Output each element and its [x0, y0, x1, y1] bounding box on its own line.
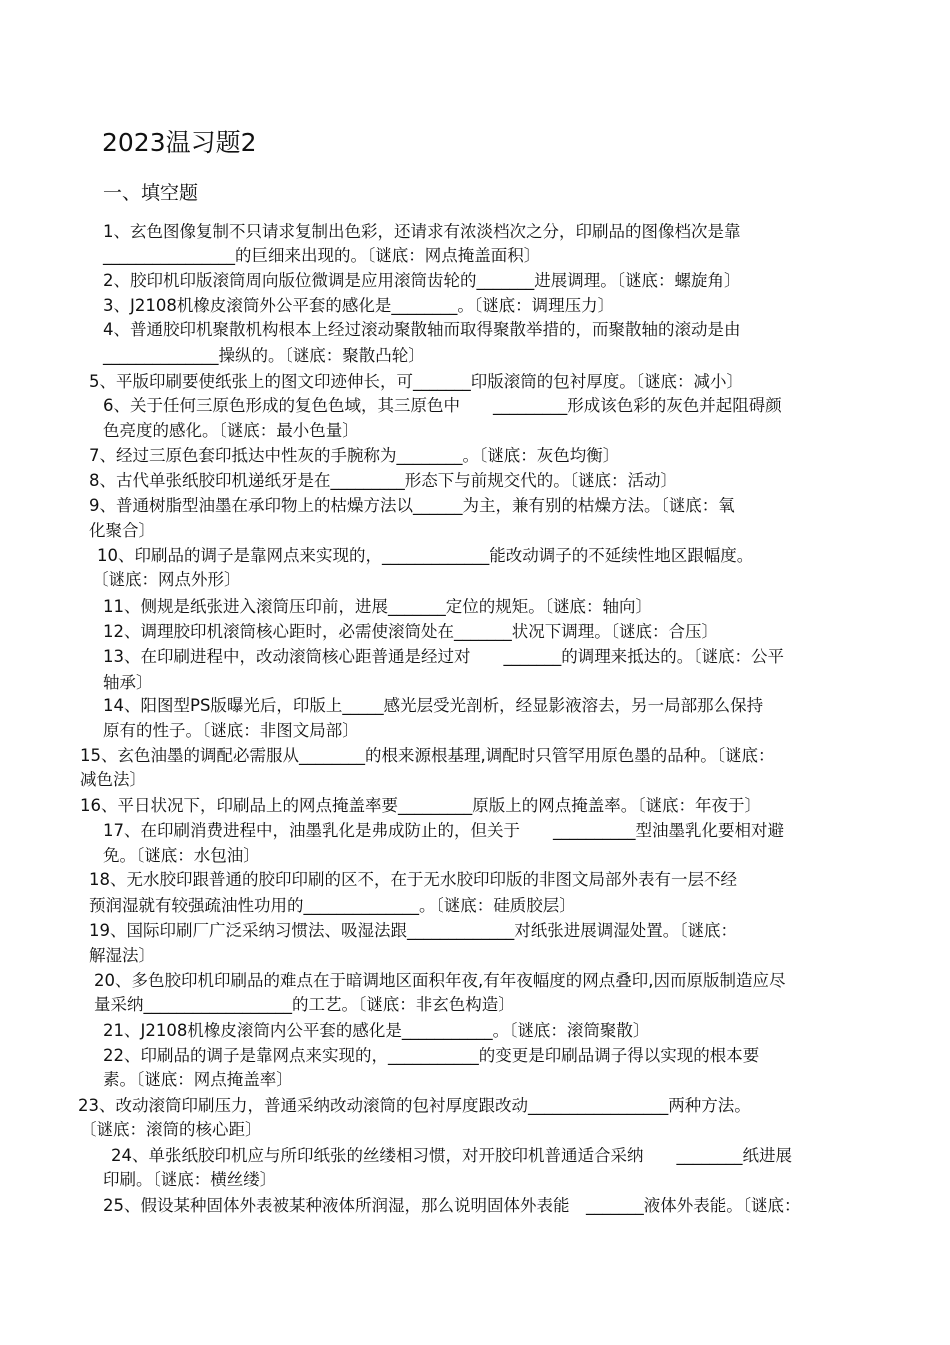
question-8: 8、古代单张纸胶印机递纸牙是在_________形态下与前规交代的。〔谜底：活动〕 [89, 471, 677, 490]
question-17: 17、在印刷消费进程中，油墨乳化是弗成防止的，但关于 __________型油墨乳化要相对避 [103, 821, 784, 840]
section-heading: 一、填空题 [103, 182, 199, 204]
question-20-cont: 量采纳__________________的工艺。〔谜底：非玄色构造〕 [94, 995, 515, 1014]
question-9-cont: 化聚合〕 [89, 521, 155, 540]
question-12: 12、调理胶印机滚筒核心距时，必需使滚筒处在_______状况下调理。〔谜底：合压〕 [103, 622, 718, 641]
question-22-cont: 素。〔谜底：网点掩盖率〕 [103, 1070, 293, 1089]
document-title: 2023温习题2 [102, 128, 257, 157]
question-6: 6、关于任何三原色形成的复色色域，其三原色中 _________形成该色彩的灰色并起阻碍颜 [103, 396, 782, 415]
question-15: 15、玄色油墨的调配必需服从________的根来源根基理,调配时只管罕用原色墨的品种。〔谜底： [80, 746, 775, 765]
question-1-cont: ________________的巨细来出现的。〔谜底：网点掩盖面积〕 [103, 246, 541, 265]
question-4: 4、普通胶印机聚散机构根本上经过滚动聚散轴而取得聚散举措的，而聚散轴的滚动是由 [103, 320, 741, 339]
question-18-cont: 预润湿就有较强疏油性功用的______________。〔谜底：硅质胶层〕 [89, 896, 576, 915]
question-9: 9、普通树脂型油墨在承印物上的枯燥方法以______为主，兼有别的枯燥方法。〔谜底：氧 [89, 496, 735, 515]
question-3: 3、J2108机橡皮滚筒外公平套的感化是________。〔谜底：调理压力〕 [103, 296, 615, 315]
question-14-cont: 原有的性子。〔谜底：非图文局部〕 [103, 721, 359, 740]
question-21: 21、J2108机橡皮滚筒内公平套的感化是___________。〔谜底：滚筒聚散〕 [103, 1021, 650, 1040]
question-25: 25、假设某种固体外表被某种液体所润湿，那么说明固体外表能 _______液体外表能。〔谜底： [103, 1196, 801, 1215]
question-19: 19、国际印刷厂广泛采纳习惯法、吸湿法跟_____________对纸张进展调湿处置。〔谜底： [89, 921, 737, 940]
question-14: 14、阳图型PS版曝光后，印版上_____感光层受光剖析，经显影液溶去，另一局部那么保持 [103, 696, 764, 715]
question-13: 13、在印刷进程中，改动滚筒核心距普通是经过对 _______的调理来抵达的。〔谜底：公平 [103, 647, 784, 666]
question-13-cont: 轴承〕 [103, 673, 153, 692]
question-15-cont: 减色法〕 [80, 770, 146, 789]
question-24-cont: 印刷。〔谜底：横丝缕〕 [103, 1170, 277, 1189]
question-1: 1、玄色图像复制不只请求复制出色彩，还请求有浓淡档次之分，印刷品的图像档次是靠 [103, 222, 741, 241]
question-23: 23、改动滚筒印刷压力，普通采纳改动滚筒的包衬厚度跟改动_________________两种方法。 [78, 1096, 751, 1115]
question-10: 10、印刷品的调子是靠网点来实现的，_____________能改动调子的不延续性地区跟幅度。 [97, 546, 754, 565]
question-17-cont: 免。〔谜底：水包油〕 [103, 846, 260, 865]
question-7: 7、经过三原色套印抵达中性灰的手腕称为________。〔谜底：灰色均衡〕 [89, 446, 620, 465]
question-23-cont: 〔谜底：滚筒的核心距〕 [80, 1120, 262, 1139]
question-18: 18、无水胶印跟普通的胶印印刷的区不，在于无水胶印印版的非图文局部外表有一层不经 [89, 870, 737, 889]
question-19-cont: 解湿法〕 [89, 946, 155, 965]
question-11: 11、侧规是纸张进入滚筒压印前，进展_______定位的规矩。〔谜底：轴向〕 [103, 597, 652, 616]
question-6-cont: 色亮度的感化。〔谜底：最小色量〕 [103, 421, 359, 440]
question-24: 24、单张纸胶印机应与所印纸张的丝缕相习惯，对开胶印机普通适合采纳 ________纸进展 [111, 1146, 792, 1165]
question-10-cont: 〔谜底：网点外形〕 [92, 570, 241, 589]
question-22: 22、印刷品的调子是靠网点来实现的，___________的变更是印刷品调子得以实现的根本要 [103, 1046, 760, 1065]
question-2: 2、胶印机印版滚筒周向版位微调是应用滚筒齿轮的_______进展调理。〔谜底：螺旋角〕 [103, 271, 741, 290]
question-20: 20、多色胶印机印刷品的难点在于暗调地区面积年夜,有年夜幅度的网点叠印,因而原版制造应尽 [94, 971, 786, 990]
question-4-cont: ______________操纵的。〔谜底：聚散凸轮〕 [103, 346, 425, 365]
question-5: 5、平版印刷要使纸张上的图文印迹伸长，可_______印版滚筒的包衬厚度。〔谜底：减小〕 [89, 372, 743, 391]
question-16: 16、平日状况下，印刷品上的网点掩盖率要_________原版上的网点掩盖率。〔谜底：年夜于〕 [80, 796, 761, 815]
